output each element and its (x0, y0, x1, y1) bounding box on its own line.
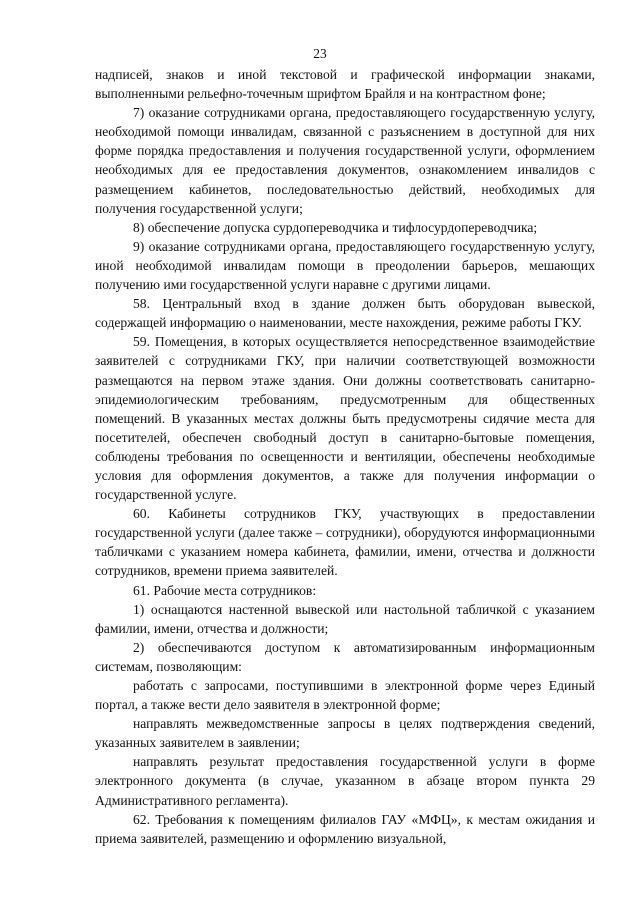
paragraph-61-subitem-result: направлять результат предоставления государственной услуги в форме электронного документа (в случае, указанном в абзаце втором пункта 29 Административного регламента). (95, 754, 595, 808)
document-body (95, 65, 595, 848)
paragraph-item-9: 9) оказание сотрудниками органа, предоставляющего государственную услугу, иной необходимой инвалидам помощи в преодолении барьеров, мешающих получению ими государственной услуги наравне с другими лицами. (95, 238, 595, 293)
paragraph-60: 60. Кабинеты сотрудников ГКУ, участвующих в предоставлении государственной услуги (далее также – сотрудники), оборудуются информационными табличками с указанием номера кабинета, фамилии, имени, отчества и должности сотрудников, времени приема заявителей. (95, 506, 595, 579)
paragraph-58: 58. Центральный вход в здание должен быть оборудован вывеской, содержащей информацию о наименовании, месте нахождения, режиме работы ГКУ. (95, 296, 595, 331)
paragraph-61-item-1: 1) оснащаются настенной вывеской или настольной табличкой с указанием фамилии, имени, отчества и должности; (95, 601, 595, 636)
paragraph-62: 62. Требования к помещениям филиалов ГАУ «МФЦ», к местам ожидания и приема заявителей, размещению и оформлению визуальной, (95, 811, 595, 846)
paragraph-61-subitem-requests: работать с запросами, поступившими в электронной форме через Единый портал, а также вести дело заявителя в электронной форме; (95, 678, 595, 713)
paragraph-item-8: 8) обеспечение допуска сурдопереводчика и тифлосурдопереводчика; (133, 219, 538, 235)
paragraph-item-7: 7) оказание сотрудниками органа, предоставляющего государственную услугу, необходимой помощи инвалидам, связанной с разъяснением в доступной для них форме порядка предоставления и получения государственной услуги, оформлением необходимых для ее предоставления документов, ознакомлением инвалидов с размещением кабинетов, последовательностью действий, необходимых для получения государственной услуги; (95, 105, 595, 216)
page-number: 23 (313, 46, 327, 61)
paragraph-59: 59. Помещения, в которых осуществляется непосредственное взаимодействие заявителей с сотрудниками ГКУ, при наличии соответствующей возможности размещаются на первом этаже здания. Они должны соответствовать санитарно-эпидемиологическим требованиям, предусмотренным для общественных помещений. В указанных местах должны быть предусмотрены сидячие места для посетителей, обеспечен свободный доступ в санитарно-бытовые помещения, соблюдены требования по освещенности и вентиляции, обеспечены необходимые условия для оформления документов, а также для получения информации о государственной услуге. (95, 334, 595, 503)
paragraph-61-item-2: 2) обеспечиваются доступом к автоматизированным информационным системам, позволяющим: (95, 639, 595, 674)
paragraph-continuation: надписей, знаков и иной текстовой и графической информации знаками, выполненными рельефно-точечным шрифтом Брайля и на контрастном фоне; (95, 67, 595, 102)
paragraph-61-subitem-interagency: направлять межведомственные запросы в целях подтверждения сведений, указанных заявителем в заявлении; (95, 716, 595, 751)
paragraph-61: 61. Рабочие места сотрудников: (133, 582, 317, 598)
